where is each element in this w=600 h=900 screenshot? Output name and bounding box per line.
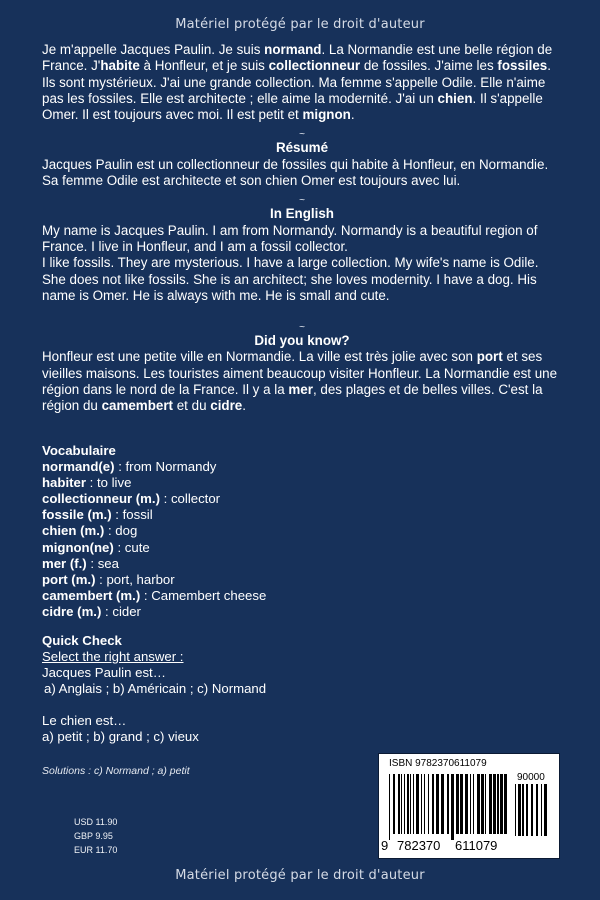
barcode-bar [470,774,471,834]
question-1-options: a) Anglais ; b) Américain ; c) Normand [44,681,267,697]
vocabulary-term: chien (m.) [42,523,105,539]
bold-term: mer [288,382,313,398]
separator: ~ [299,195,305,207]
quick-check-section [42,633,402,746]
barcode-bar [541,784,542,836]
text-run: . Il s'appelle Omer. Il est toujours avec moi. Il est petit et [42,90,543,123]
vocabulary-definition: : port, harbor [95,571,175,587]
bold-term: habite [100,58,140,74]
barcode-bar [477,774,480,834]
price-eur: EUR 11.70 [74,845,118,855]
didyouknow-heading: Did you know? [254,333,350,349]
barcode-bar [518,784,521,836]
bold-term: cidre [210,398,243,414]
barcode-bar [401,774,402,834]
barcode-bar [526,784,528,836]
barcode-bar [500,774,503,834]
barcode-bar [393,774,395,834]
text-run: et du [173,398,211,414]
barcode-bar [485,774,486,834]
vocabulary-term: normand(e) [42,459,115,475]
barcode-bar [544,784,547,836]
barcode-bar [410,774,411,834]
vocabulary-definition: : fossil [111,507,153,523]
vocabulary-definition: : sea [86,555,119,571]
barcode-bar [407,774,409,834]
vocabulary-item [42,507,402,523]
barcode-bar [398,774,400,834]
vocabulary-item [42,459,402,475]
vocabulary-term: camembert (m.) [42,587,141,603]
resume-heading: Résumé [275,140,329,156]
english-paragraph-2: I like fossils. They are mysterious. I have a large collection. My wife's name is Odile. She does not like fossils. She is an architect; she loves modernity. I have a dog. His name is Omer. He is always with me. He is small and cute. [42,255,539,303]
bold-term: camembert [101,398,174,414]
vocabulary-definition: : collector [159,491,221,507]
price-usd: USD 11.90 [74,817,118,827]
vocabulary-term: mer (f.) [42,555,87,571]
text-run: . [350,107,355,123]
vocabulary-item [42,572,402,588]
intro-paragraph [42,42,562,123]
barcode-bar [504,774,507,834]
barcode-bar [424,774,425,834]
vocabulary-title: Vocabulaire [42,443,116,458]
question-2: Le chien est… [42,713,127,729]
barcode-bar [447,774,449,834]
vocabulary-definition: : cider [101,603,141,619]
vocabulary-item [42,604,402,620]
vocabulary-definition: : from Normandy [114,459,217,475]
vocabulary-item [42,588,402,604]
resume-paragraph: Jacques Paulin est un collectionneur de fossiles qui habite à Honfleur, en Normandie. Sa femme Odile est architecte et son chien Omer est toujours avec lui. [42,156,549,189]
vocabulary-item [42,540,402,556]
isbn-label: ISBN 9782370611079 [389,758,487,769]
vocabulary-item [42,491,402,507]
vocabulary-item [42,556,402,572]
text-run: , des plages et de belles villes. C'est la région du [42,382,543,414]
vocabulary-term: cidre (m.) [42,603,102,619]
barcode-bar [522,784,524,836]
vocabulary-term: collectionneur (m.) [42,491,160,507]
barcode-bar [515,784,516,836]
barcode-bar [465,774,468,834]
didyouknow-paragraph [42,349,562,414]
price-list [74,815,117,857]
barcode-bar [473,774,474,834]
price-gbp: GBP 9.95 [74,831,113,841]
isbn-barcode [378,753,560,859]
vocabulary-item [42,475,402,491]
text-run: . La Normandie est une belle région de France. J' [42,42,553,74]
ean-digit-group-2: 611079 [455,838,498,853]
barcode-bar [456,774,459,834]
text-run: Je m'appelle Jacques Paulin. Je suis [42,42,265,57]
bold-term: mignon [302,107,351,123]
question-2-options: a) petit ; b) grand ; c) vieux [42,729,199,745]
bold-term: collectionneur [268,58,361,74]
separator: ~ [299,129,305,141]
solutions-text: Solutions : c) Normand ; a) petit [42,765,190,777]
barcode-bar [441,774,444,834]
bold-term: fossiles [497,58,548,74]
ean-barcode-bars [389,774,511,840]
text-run: de fossiles. J'aime les [360,58,498,74]
price-addon-number: 90000 [517,772,545,783]
separator: ~ [299,322,305,334]
quick-check-instruction: Select the right answer : [42,649,184,665]
vocabulary-term: habiter [42,475,86,491]
vocabulary-item [42,523,402,539]
vocabulary-definition: : to live [85,475,132,491]
main-content [42,42,562,415]
vocabulary-definition: : Camembert cheese [140,587,267,603]
question-1: Jacques Paulin est… [42,665,166,681]
barcode-bar [432,774,434,834]
barcode-bar [531,784,533,836]
bold-term: port [476,349,503,365]
barcode-bar [460,774,463,834]
text-run: . [242,398,246,414]
copyright-watermark-bottom: Matériel protégé par le droit d'auteur [175,868,425,883]
copyright-watermark-top: Matériel protégé par le droit d'auteur [175,17,425,32]
text-run: et ses vieilles maisons. Les touristes aiment beaucoup visiter Honfleur. La Normandie est une région dans le nord de la France. Il y a la [42,349,558,398]
addon-barcode-bars [515,784,551,840]
text-run: . Ils sont mystérieux. J'ai une grande collection. Ma femme s'appelle Odile. Elle n'aime pas les fossiles. Elle est architecte ; elle aime la modernité. J'ai un [42,58,551,106]
vocabulary-section [42,443,402,620]
vocabulary-term: port (m.) [42,571,96,587]
barcode-bar [416,774,419,834]
vocabulary-term: mignon(ne) [42,539,114,555]
english-paragraph-1: My name is Jacques Paulin. I am from Normandy. Normandy is a beautiful region of France. I live in Honfleur, and I am a fossil collector. [42,222,538,254]
quick-check-title: Quick Check [42,633,122,648]
english-heading: In English [270,206,334,222]
bold-term: normand [264,42,322,57]
vocabulary-definition: : dog [104,523,138,539]
vocabulary-term: fossile (m.) [42,507,112,523]
barcode-bar [481,774,484,834]
text-run: Honfleur est une petite ville en Normandie. La ville est très jolie avec son [42,349,477,365]
bold-term: chien [437,90,473,106]
barcode-bar [421,774,422,834]
barcode-bar [451,774,454,840]
barcode-bar [536,784,538,836]
vocabulary-list [42,459,402,620]
barcode-bar [489,774,492,834]
barcode-bar [497,774,499,834]
barcode-bar [436,774,439,834]
barcode-bar [413,774,414,834]
text-run: à Honfleur, et je suis [139,58,269,74]
ean-digit-prefix: 9 [381,838,389,853]
vocabulary-definition: : cute [113,539,150,555]
barcode-bar [493,774,496,834]
ean-digit-group-1: 782370 [397,838,441,853]
barcode-bar [404,774,405,834]
barcode-bar [428,774,429,834]
barcode-bar [389,774,390,840]
